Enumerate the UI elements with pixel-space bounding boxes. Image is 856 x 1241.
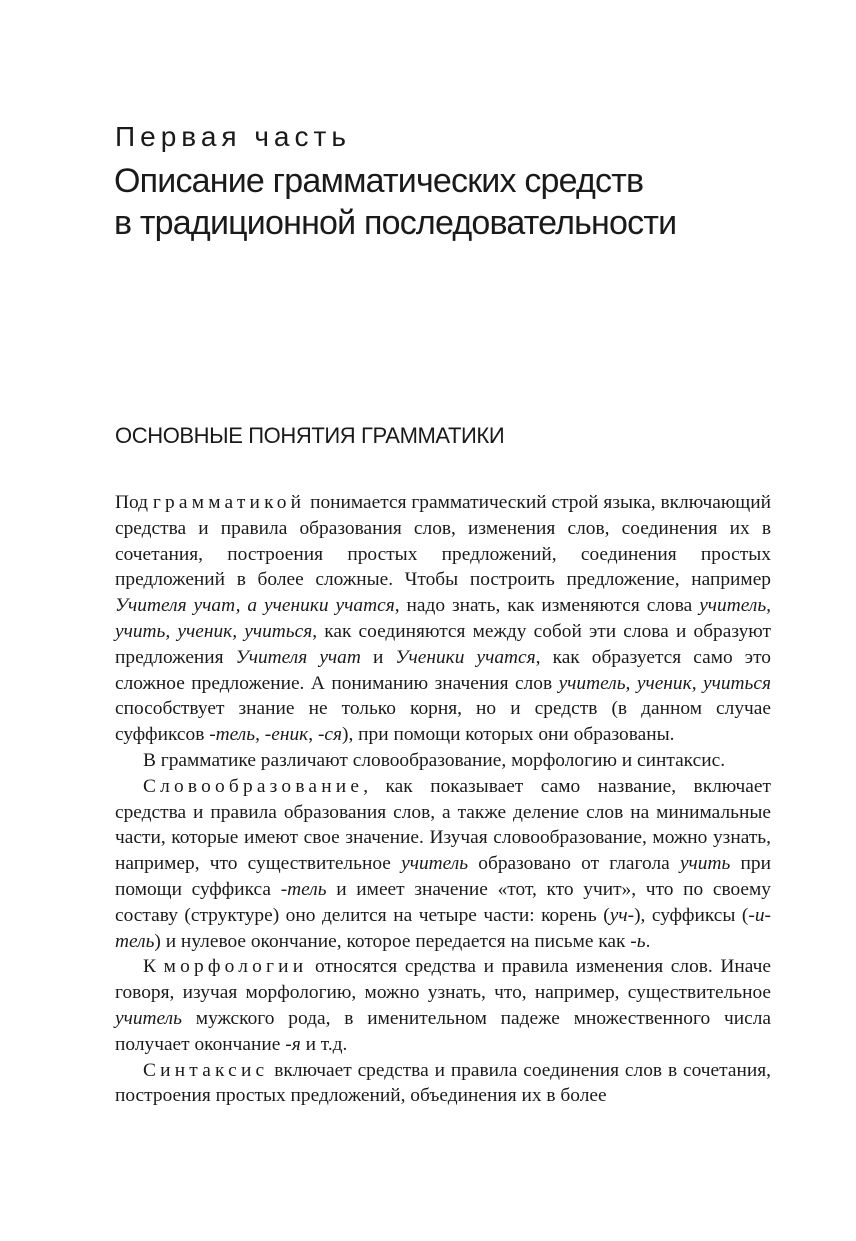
text-run: , как показывает само название, включает средства и правила образования слов, а также деление слов на минимальные части, которые имеют свое значение. Изучая словообразование, можно узнать, например, что существительное bbox=[115, 775, 771, 875]
emphasized-term: Синтаксис bbox=[143, 1059, 269, 1081]
text-run: и имеет значение «тот, кто учит», что по своему составу (структуре) оно делится на четыре части: корень ( bbox=[115, 878, 772, 926]
text-run: при помощи суффикса bbox=[115, 853, 771, 900]
text-run: относятся средства и правила изменения слов. Иначе говоря, изучая морфологию, можно узнать, что, например, существительное bbox=[115, 956, 771, 1004]
emphasized-term: Словообразование bbox=[143, 775, 364, 797]
text-run: способствует знание не только корня, но и средств (в данном случае суффиксов bbox=[115, 698, 771, 746]
italic-example: учитель, ученик, учиться bbox=[558, 672, 772, 694]
text-run: ) и нулевое окончание, которое передается на письме как bbox=[154, 930, 631, 952]
paragraph bbox=[115, 748, 771, 774]
text-run: В грамматике различают словообразование, морфологию и синтаксис. bbox=[143, 749, 726, 771]
text-run: ), суффиксы ( bbox=[634, 904, 749, 926]
italic-example: учить bbox=[679, 853, 731, 875]
italic-example: -тель bbox=[280, 878, 327, 900]
paragraph bbox=[115, 774, 771, 955]
italic-example: учитель bbox=[115, 1007, 182, 1029]
italic-example: Учителя учат, а ученики учатся bbox=[115, 595, 395, 617]
emphasized-term: грамматикой bbox=[152, 492, 306, 513]
italic-example: Ученики учатся bbox=[395, 646, 536, 668]
part-label: Первая часть bbox=[115, 121, 351, 152]
text-run: , как соединяются между собой эти слова и образуют предложения bbox=[115, 620, 771, 668]
text-run: , bbox=[308, 724, 318, 746]
part-title bbox=[114, 160, 814, 244]
italic-example: Учителя учат bbox=[235, 646, 361, 668]
text-run: Под bbox=[115, 492, 153, 513]
text-run: понимается грамматический строй языка, включающий средства и правила образования слов, изменения слов, соединения их в сочетания, построения простых предложений, соединения простых предложений в более сложные. Чтобы построить предложение, например bbox=[115, 492, 771, 591]
paragraph bbox=[115, 954, 771, 1057]
part-title-line-2: в традиционной последовательности bbox=[114, 204, 677, 242]
italic-example: -я bbox=[285, 1033, 301, 1055]
section-heading: ОСНОВНЫЕ ПОНЯТИЯ ГРАММАТИКИ bbox=[115, 423, 505, 448]
text-run: , bbox=[255, 724, 265, 746]
italic-example: учитель, учить, ученик, учиться bbox=[115, 595, 772, 642]
text-run: К bbox=[143, 956, 164, 978]
italic-example: -ся bbox=[317, 724, 343, 746]
text-run: . bbox=[645, 930, 651, 952]
text-run: и т.д. bbox=[300, 1033, 348, 1055]
text-run: образовано от глагола bbox=[468, 853, 680, 875]
text-run: , надо знать, как изменяются слова bbox=[394, 595, 700, 617]
emphasized-term: морфологии bbox=[163, 956, 308, 978]
text-run: ), при помощи которых они образованы. bbox=[342, 724, 675, 746]
body-text bbox=[115, 490, 771, 1109]
italic-example: -еник bbox=[264, 724, 309, 746]
text-run: мужского рода, в именительном падеже множественного числа получает окончание bbox=[115, 1007, 771, 1055]
italic-example: -ь bbox=[630, 930, 646, 952]
text-run: и bbox=[360, 646, 396, 668]
paragraph bbox=[115, 490, 771, 748]
paragraph bbox=[115, 1058, 771, 1110]
part-title-line-1: Описание грамматических средств bbox=[114, 162, 644, 200]
italic-example: -и-тель bbox=[115, 904, 771, 952]
text-run: , как образуется само это сложное предложение. А пониманию значения слов bbox=[115, 646, 771, 694]
italic-example: уч- bbox=[609, 904, 635, 926]
italic-example: -тель bbox=[209, 724, 256, 746]
italic-example: учитель bbox=[401, 853, 469, 875]
text-run: включает средства и правила соединения слов в сочетания, построения простых предложений, объединения их в более bbox=[115, 1059, 771, 1107]
